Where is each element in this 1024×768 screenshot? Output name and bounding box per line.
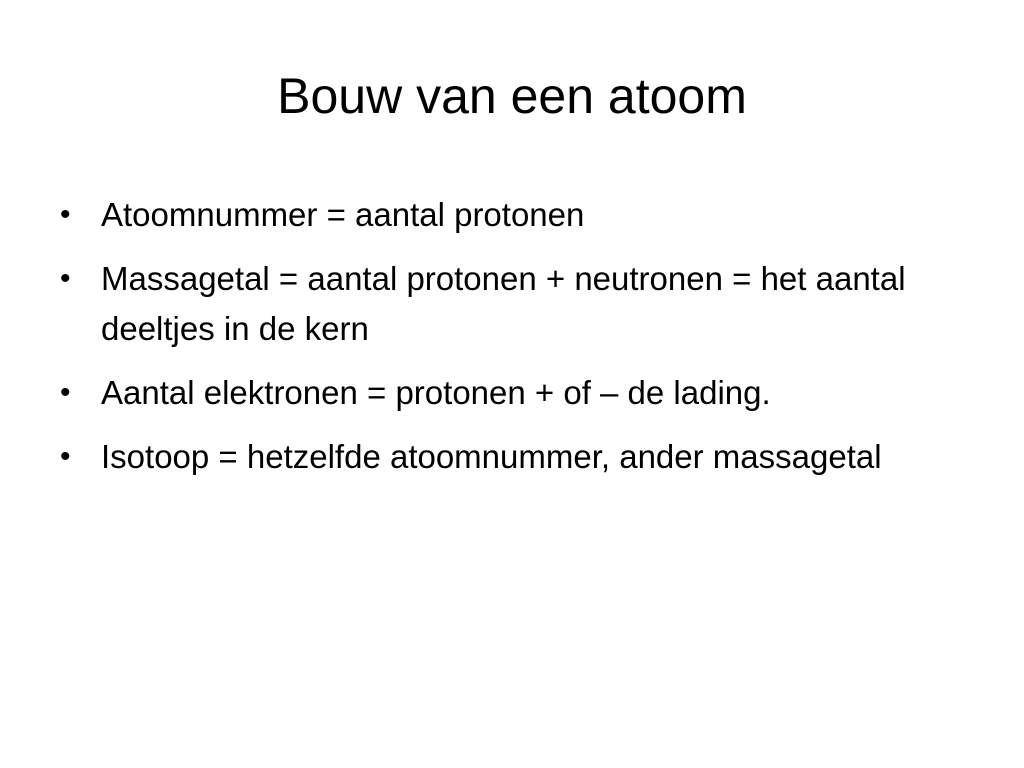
bullet-item-elektronen: [60, 368, 960, 418]
slide-title: Bouw van een atoom: [277, 68, 747, 124]
bullet-text: Atoomnummer = aantal protonen: [101, 196, 585, 233]
bullet-marker: •: [60, 262, 71, 295]
bullet-marker: •: [60, 376, 71, 409]
bullet-marker: •: [60, 440, 71, 473]
bullet-list: [60, 190, 960, 496]
bullet-item-massagetal: [60, 254, 960, 354]
bullet-text: Massagetal = aantal protonen + neutronen = het aantal deeltjes in de kern: [101, 260, 906, 347]
bullet-item-isotoop: [60, 432, 960, 482]
bullet-text: Aantal elektronen = protonen + of – de lading.: [101, 374, 771, 411]
bullet-text: Isotoop = hetzelfde atoomnummer, ander massagetal: [101, 438, 882, 475]
bullet-marker: •: [60, 198, 71, 231]
bullet-item-atoomnummer: [60, 190, 960, 240]
